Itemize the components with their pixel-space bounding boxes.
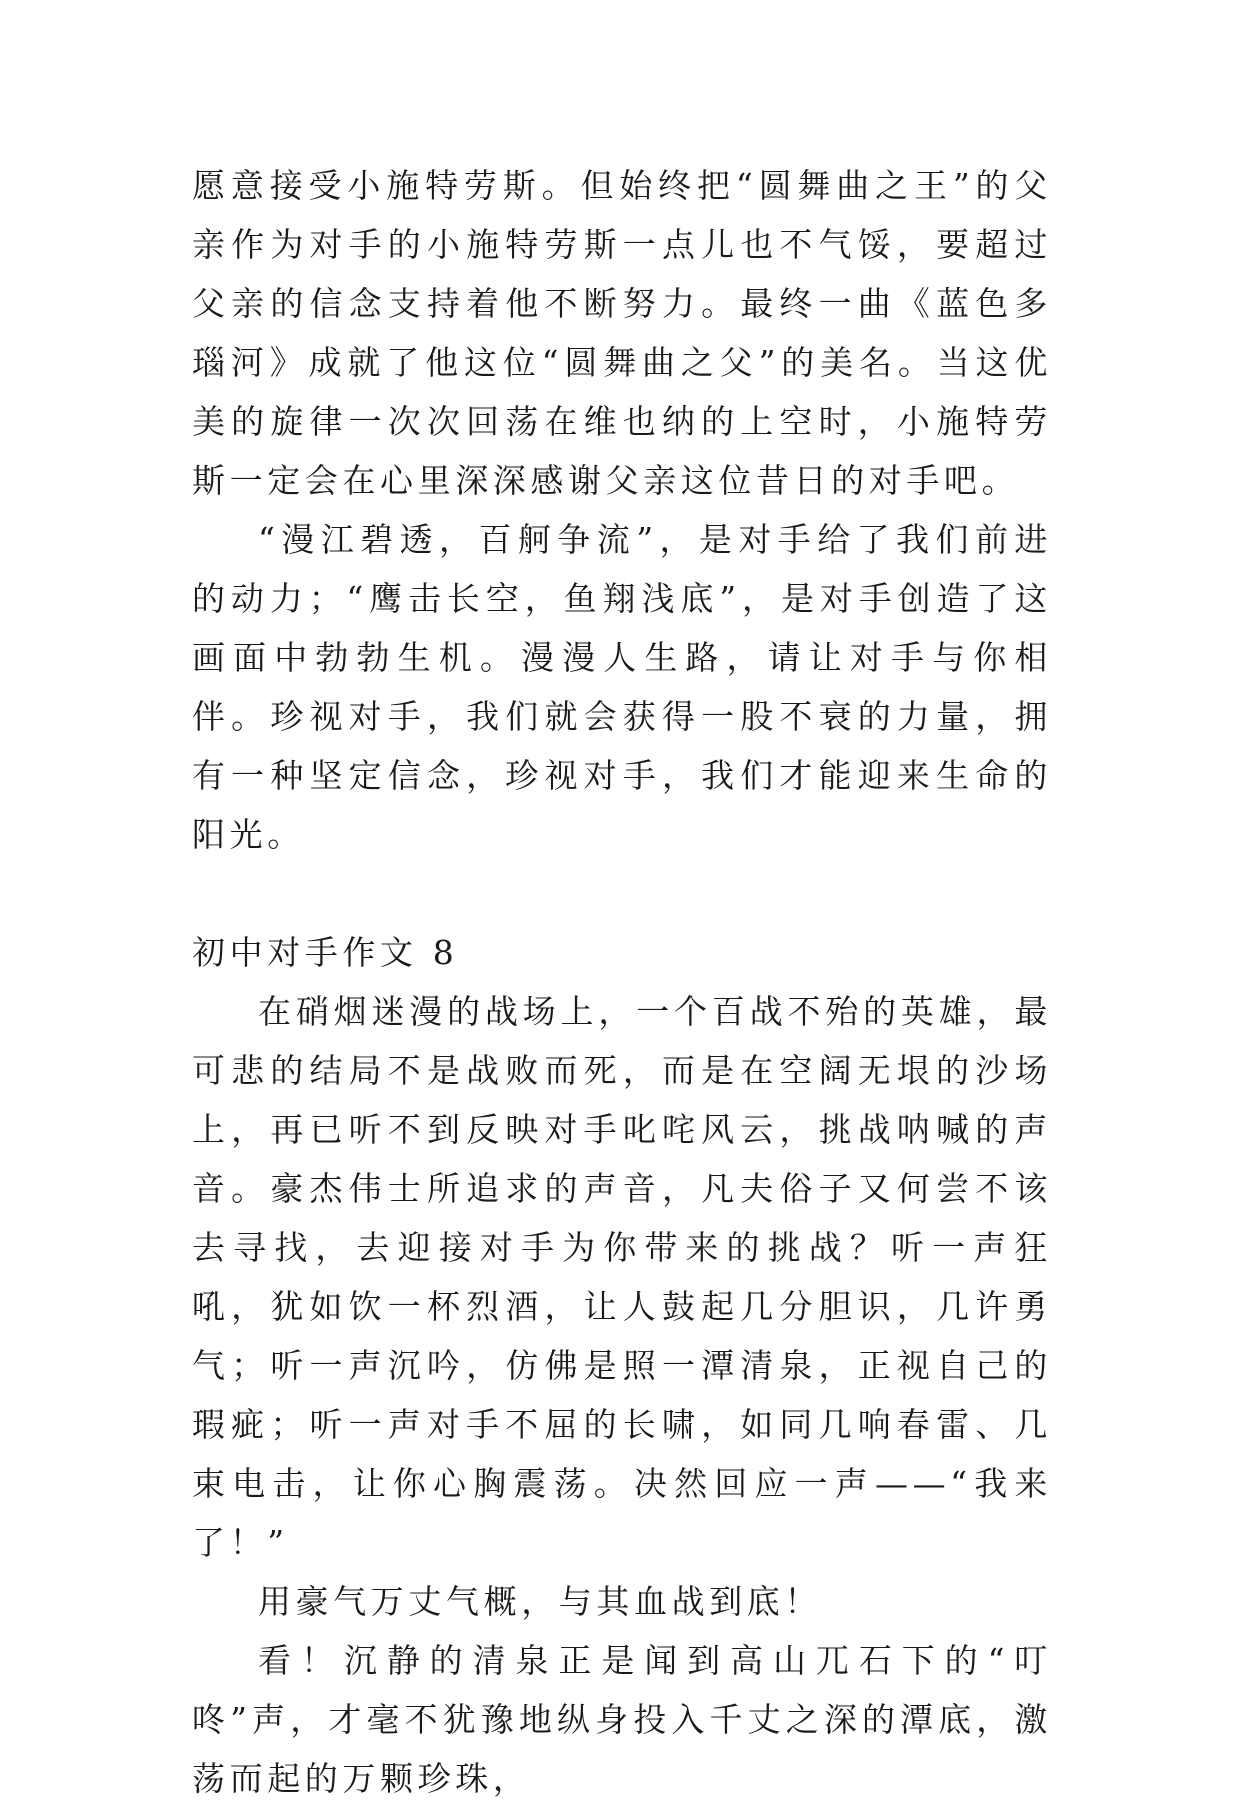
document-body — [192, 156, 1052, 1808]
section-paragraph: 看！沉静的清泉正是闻到高山兀石下的“叮咚”声，才毫不犹豫地纵身投入千丈之深的潭底，激荡而起的万颗珍珠， — [192, 1641, 1052, 1798]
section-heading: 初中对手作文 8 — [192, 933, 459, 972]
section-paragraph: 用豪气万丈气概，与其血战到底！ — [258, 1582, 822, 1621]
conclusion-paragraph: “漫江碧透，百舸争流”，是对手给了我们前进的动力；“鹰击长空，鱼翔浅底”，是对手创造了这画面中勃勃生机。漫漫人生路，请让对手与你相伴。珍视对手，我们就会获得一股不衰的力量，拥有一种坚定信念，珍视对手，我们才能迎来生命的阳光。 — [192, 520, 1052, 854]
section-spacer — [192, 864, 1052, 923]
continuation-paragraph: 愿意接受小施特劳斯。但始终把“圆舞曲之王”的父亲作为对手的小施特劳斯一点儿也不气馁，要超过父亲的信念支持着他不断努力。最终一曲《蓝色多瑙河》成就了他这位“圆舞曲之父”的美名。当这优美的旋律一次次回荡在维也纳的上空时，小施特劳斯一定会在心里深深感谢父亲这位昔日的对手吧。 — [192, 166, 1052, 500]
section-paragraph: 在硝烟迷漫的战场上，一个百战不殆的英雄，最可悲的结局不是战败而死，而是在空阔无垠的沙场上，再已听不到反映对手叱咤风云，挑战呐喊的声音。豪杰伟士所追求的声音，凡夫俗子又何尝不该去寻找，去迎接对手为你带来的挑战？听一声狂吼，犹如饮一杯烈酒，让人鼓起几分胆识，几许勇气；听一声沉吟，仿佛是照一潭清泉，正视自己的瑕疵；听一声对手不屈的长啸，如同几响春雷、几束电击，让你心胸震荡。决然回应一声——“我来了！” — [192, 992, 1052, 1562]
